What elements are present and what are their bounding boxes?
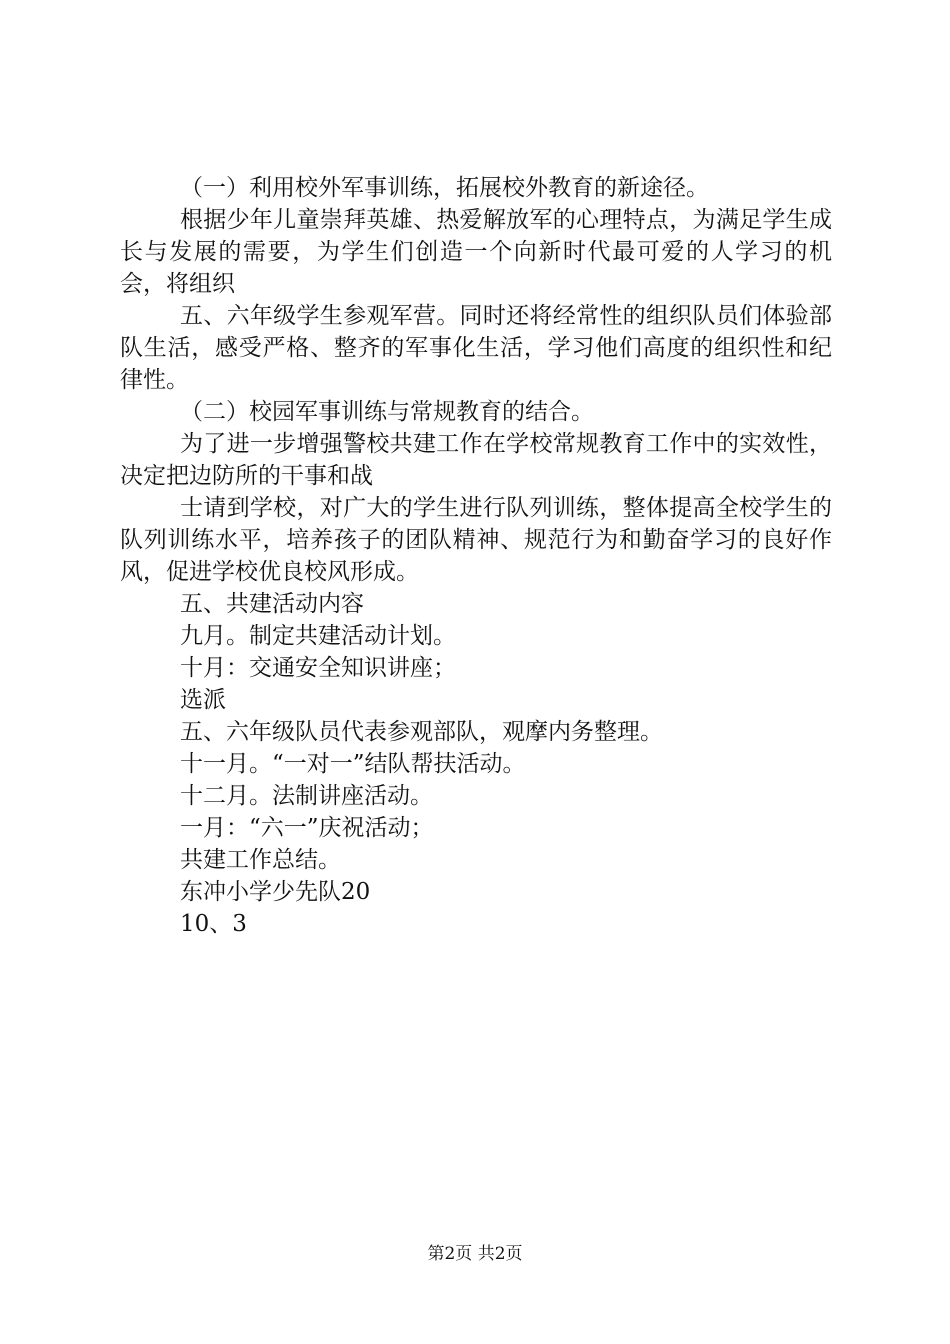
- paragraph: （一）利用校外军事训练，拓展校外教育的新途径。: [180, 175, 709, 201]
- schedule-item: 十二月。法制讲座活动。: [180, 783, 433, 809]
- paragraph: 根据少年儿童崇拜英雄、热爱解放军的心理特点，为满足学生成长与发展的需要，为学生们创造一个向新时代最可爱的人学习的机会，将组织: [120, 207, 832, 297]
- signature-line: 东冲小学少先队20: [180, 879, 371, 905]
- paragraph: （二）校园军事训练与常规教育的结合。: [180, 399, 594, 425]
- paragraph: 五、六年级学生参观军营。同时还将经常性的组织队员们体验部队生活，感受严格、整齐的军事化生活，学习他们高度的组织性和纪律性。: [120, 303, 832, 393]
- document-body: [120, 172, 832, 940]
- paragraph: 士请到学校，对广大的学生进行队列训练，整体提高全校学生的队列训练水平，培养孩子的团队精神、规范行为和勤奋学习的良好作风，促进学校优良校风形成。: [120, 495, 832, 585]
- schedule-item: 十一月。“一对一”结队帮扶活动。: [180, 751, 526, 777]
- schedule-item: 一月：“六一”庆祝活动；: [180, 815, 434, 841]
- schedule-item: 共建工作总结。: [180, 847, 341, 873]
- schedule-item: 选派: [180, 687, 226, 713]
- schedule-item: 五、六年级队员代表参观部队，观摩内务整理。: [180, 719, 663, 745]
- date-line: 10、3: [180, 911, 247, 937]
- section-heading: 五、共建活动内容: [180, 591, 364, 617]
- schedule-item: 十月：交通安全知识讲座；: [180, 655, 456, 681]
- schedule-item: 九月。制定共建活动计划。: [180, 623, 456, 649]
- paragraph: 为了进一步增强警校共建工作在学校常规教育工作中的实效性，决定把边防所的干事和战: [120, 431, 832, 489]
- page-number-footer: 第2页 共2页: [427, 1244, 523, 1264]
